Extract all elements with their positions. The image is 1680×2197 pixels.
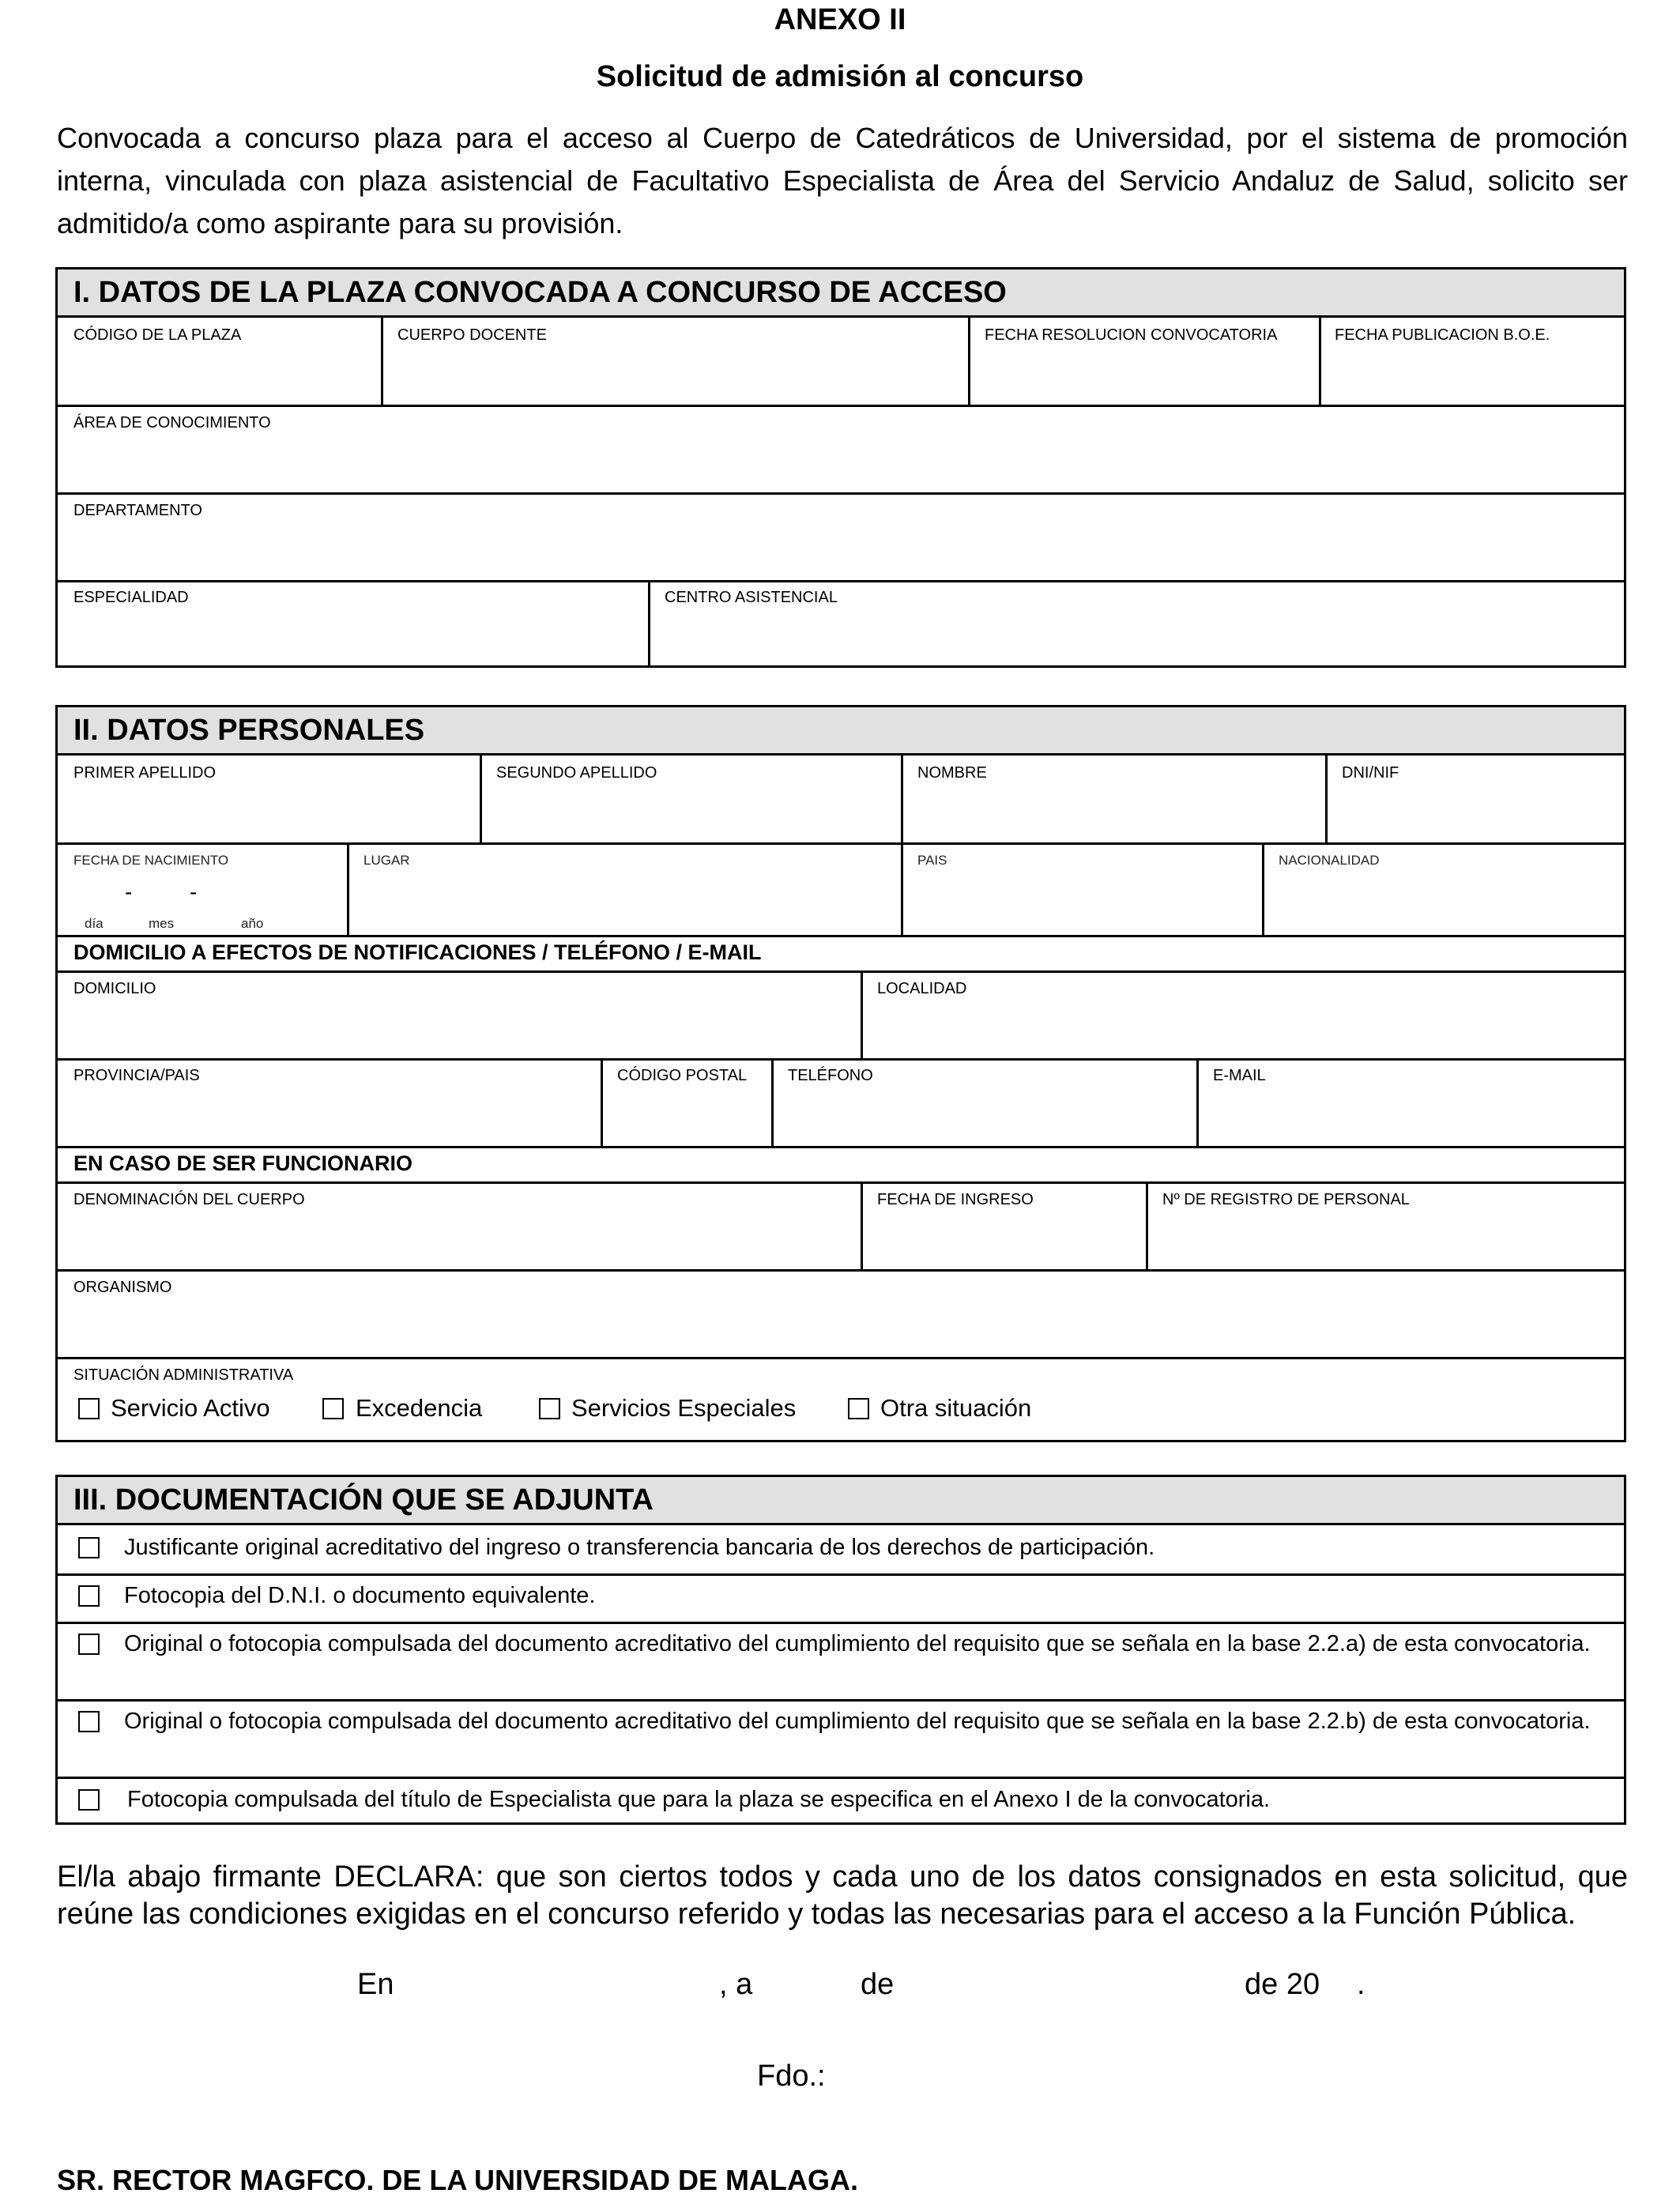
lugar-field[interactable]: LUGAR <box>363 853 410 868</box>
mes-label: mes <box>149 916 175 931</box>
area-conocimiento-field[interactable]: ÁREA DE CONOCIMIENTO <box>73 414 271 431</box>
date-period: . <box>1357 1968 1365 2001</box>
domicilio-header: DOMICILIO A EFECTOS DE NOTIFICACIONES / TELÉFONO / E-MAIL <box>73 940 762 964</box>
registro-personal-field[interactable]: Nº DE REGISTRO DE PERSONAL <box>1162 1191 1410 1208</box>
addressee: SR. RECTOR MAGFCO. DE LA UNIVERSIDAD DE MALAGA. <box>57 2164 859 2196</box>
section-personal-title: II. DATOS PERSONALES <box>58 707 1624 756</box>
doc-requisito-b-checkbox[interactable] <box>78 1711 100 1732</box>
year-label: de 20 <box>1245 1968 1320 2001</box>
section-personal <box>55 705 1626 1442</box>
servicio-activo-label: Servicio Activo <box>111 1394 270 1422</box>
otra-situacion-label: Otra situación <box>880 1394 1032 1422</box>
segundo-apellido-field[interactable]: SEGUNDO APELLIDO <box>496 764 657 782</box>
doc-dni-label: Fotocopia del D.N.I. o documento equivalente. <box>124 1583 596 1608</box>
fecha-nacimiento-field[interactable]: FECHA DE NACIMIENTO <box>73 853 229 868</box>
doc-dni-checkbox[interactable] <box>78 1585 100 1607</box>
funcionario-header: EN CASO DE SER FUNCIONARIO <box>73 1151 413 1175</box>
provincia-field[interactable]: PROVINCIA/PAIS <box>73 1067 200 1084</box>
section-documentacion-title: III. DOCUMENTACIÓN QUE SE ADJUNTA <box>58 1477 1624 1525</box>
fecha-publicacion-field[interactable]: FECHA PUBLICACION B.O.E. <box>1335 326 1550 344</box>
section-plaza-title: I. DATOS DE LA PLAZA CONVOCADA A CONCURSO DE ACCESO <box>58 269 1624 318</box>
date-separator: - <box>190 880 198 904</box>
email-field[interactable]: E-MAIL <box>1213 1067 1266 1084</box>
servicios-especiales-checkbox[interactable] <box>539 1398 560 1419</box>
doc-justificante-checkbox[interactable] <box>78 1537 100 1558</box>
departamento-field[interactable]: DEPARTAMENTO <box>73 502 202 519</box>
cuerpo-docente-field[interactable]: CUERPO DOCENTE <box>397 326 547 344</box>
telefono-field[interactable]: TELÉFONO <box>788 1067 873 1084</box>
nombre-field[interactable]: NOMBRE <box>917 764 987 782</box>
section-documentacion <box>55 1475 1626 1825</box>
fecha-ingreso-field[interactable]: FECHA DE INGRESO <box>877 1191 1034 1208</box>
doc-titulo-label: Fotocopia compulsada del título de Especialista que para la plaza se especifica en el Anexo I de la convocatoria. <box>127 1787 1271 1812</box>
especialidad-field[interactable]: ESPECIALIDAD <box>73 589 189 606</box>
dia-label: día <box>85 916 104 931</box>
doc-requisito-a-label: Original o fotocopia compulsada del documento acreditativo del cumplimiento del requisito que se señala en la base 2.2.a) de esta convocatoria. <box>124 1631 1591 1656</box>
fecha-resolucion-field[interactable]: FECHA RESOLUCION CONVOCATORIA <box>985 326 1278 344</box>
month-label: de <box>861 1968 895 2001</box>
excedencia-label: Excedencia <box>356 1394 483 1422</box>
doc-requisito-a-checkbox[interactable] <box>78 1634 100 1655</box>
codigo-postal-field[interactable]: CÓDIGO POSTAL <box>617 1067 748 1084</box>
otra-situacion-checkbox[interactable] <box>848 1398 869 1419</box>
form-subtitle: Solicitud de admisión al concurso <box>596 60 1084 93</box>
day-label: , a <box>719 1968 753 2001</box>
doc-justificante-label: Justificante original acreditativo del ingreso o transferencia bancaria de los derechos de participación. <box>124 1535 1155 1560</box>
place-label: En <box>357 1968 394 2001</box>
centro-asistencial-field[interactable]: CENTRO ASISTENCIAL <box>665 589 838 606</box>
section-plaza <box>55 267 1626 668</box>
declaration-text: El/la abajo firmante DECLARA: que son ciertos todos y cada uno de los datos consignados en esta solicitud, que reúne las condiciones exigidas en el concurso referido y todas las necesarias para el acceso a la Función Pública. <box>57 1860 1628 1931</box>
denominacion-cuerpo-field[interactable]: DENOMINACIÓN DEL CUERPO <box>73 1191 305 1208</box>
intro-paragraph: Convocada a concurso plaza para el acceso al Cuerpo de Catedráticos de Universidad, por el sistema de promoción interna, vinculada con plaza asistencial de Facultativo Especialista de Área del Servicio Andaluz de Salud, solicito ser admitido/a como aspirante para su provisión. <box>57 122 1628 239</box>
servicios-especiales-label: Servicios Especiales <box>571 1394 797 1422</box>
situacion-administrativa-label: SITUACIÓN ADMINISTRATIVA <box>73 1366 294 1384</box>
date-separator: - <box>125 880 133 904</box>
domicilio-field[interactable]: DOMICILIO <box>73 980 156 997</box>
pais-field[interactable]: PAIS <box>917 853 947 868</box>
excedencia-checkbox[interactable] <box>322 1398 344 1419</box>
doc-requisito-b-label: Original o fotocopia compulsada del documento acreditativo del cumplimiento del requisito que se señala en la base 2.2.b) de esta convocatoria. <box>124 1709 1591 1734</box>
organismo-field[interactable]: ORGANISMO <box>73 1279 172 1296</box>
localidad-field[interactable]: LOCALIDAD <box>877 980 967 997</box>
primer-apellido-field[interactable]: PRIMER APELLIDO <box>73 764 217 782</box>
annex-title: ANEXO II <box>774 3 906 36</box>
signature-label: Fdo.: <box>757 2059 826 2093</box>
dni-field[interactable]: DNI/NIF <box>1342 764 1399 782</box>
servicio-activo-checkbox[interactable] <box>78 1398 100 1419</box>
anio-label: año <box>241 916 264 931</box>
nacionalidad-field[interactable]: NACIONALIDAD <box>1279 853 1380 868</box>
doc-titulo-checkbox[interactable] <box>78 1789 100 1811</box>
codigo-plaza-field[interactable]: CÓDIGO DE LA PLAZA <box>73 326 242 344</box>
